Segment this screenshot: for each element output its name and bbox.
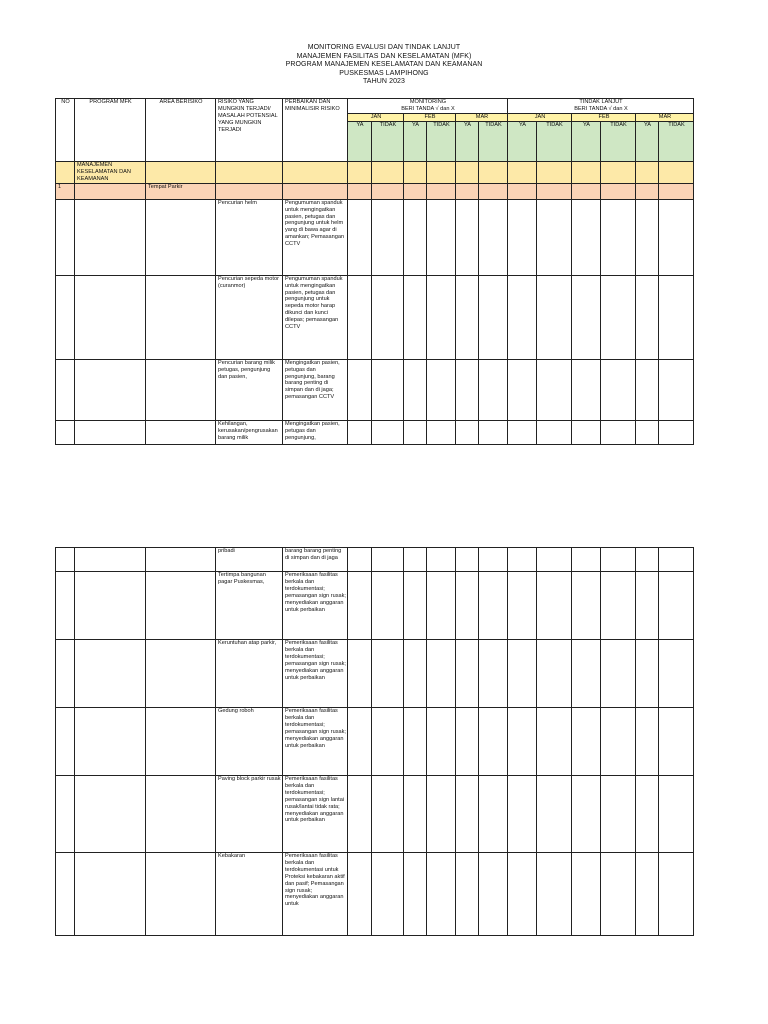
area-cell bbox=[456, 183, 479, 199]
month-tindak-jan: JAN bbox=[508, 113, 572, 121]
area-cell bbox=[146, 640, 216, 708]
check-cell[interactable] bbox=[456, 548, 479, 572]
table-row bbox=[56, 199, 694, 275]
section-cell bbox=[146, 161, 216, 183]
no-cell bbox=[56, 275, 75, 359]
check-cell[interactable] bbox=[427, 776, 456, 853]
tidak-tindak-mar: TIDAK bbox=[659, 121, 694, 161]
check-cell[interactable] bbox=[508, 420, 537, 444]
monitoring-table-page-1 bbox=[55, 98, 694, 445]
area-cell bbox=[404, 183, 427, 199]
check-cell[interactable] bbox=[348, 420, 372, 444]
check-cell[interactable] bbox=[404, 776, 427, 853]
check-cell[interactable] bbox=[427, 640, 456, 708]
tidak-monitoring-mar: TIDAK bbox=[479, 121, 508, 161]
check-cell[interactable] bbox=[456, 708, 479, 776]
check-cell[interactable] bbox=[404, 199, 427, 275]
check-cell[interactable] bbox=[508, 359, 537, 420]
check-cell[interactable] bbox=[537, 359, 572, 420]
check-cell[interactable] bbox=[348, 776, 372, 853]
check-cell[interactable] bbox=[601, 640, 636, 708]
no-cell bbox=[56, 420, 75, 444]
check-cell[interactable] bbox=[479, 640, 508, 708]
table-row bbox=[56, 572, 694, 640]
check-cell[interactable] bbox=[659, 199, 694, 275]
check-cell[interactable] bbox=[479, 776, 508, 853]
check-cell[interactable] bbox=[572, 199, 601, 275]
risk-cell: Paving block parkir rusak bbox=[216, 776, 283, 853]
check-cell[interactable] bbox=[427, 708, 456, 776]
ya-tindak-mar: YA bbox=[636, 121, 659, 161]
check-cell[interactable] bbox=[404, 572, 427, 640]
check-cell[interactable] bbox=[572, 640, 601, 708]
check-cell[interactable] bbox=[508, 275, 537, 359]
check-cell[interactable] bbox=[659, 776, 694, 853]
section-cell bbox=[508, 161, 537, 183]
check-cell[interactable] bbox=[427, 420, 456, 444]
mitigation-cell: Pengumuman spanduk untuk mengingatkan pasien, petugas dan pengunjung untuk helm yang di bawa agar di amankan; Pemasangan CCTV bbox=[283, 199, 348, 275]
check-cell[interactable] bbox=[479, 199, 508, 275]
check-cell[interactable] bbox=[372, 853, 404, 936]
check-cell[interactable] bbox=[456, 853, 479, 936]
section-cell bbox=[456, 161, 479, 183]
check-cell[interactable] bbox=[479, 572, 508, 640]
section-cell bbox=[348, 161, 372, 183]
check-cell[interactable] bbox=[456, 572, 479, 640]
program-cell bbox=[75, 640, 146, 708]
risk-cell: pribadi bbox=[216, 548, 283, 572]
area-cell bbox=[372, 183, 404, 199]
check-cell[interactable] bbox=[537, 640, 572, 708]
check-cell[interactable] bbox=[479, 359, 508, 420]
check-cell[interactable] bbox=[537, 275, 572, 359]
check-cell[interactable] bbox=[372, 359, 404, 420]
check-cell[interactable] bbox=[508, 776, 537, 853]
tidak-tindak-feb: TIDAK bbox=[601, 121, 636, 161]
check-cell[interactable] bbox=[572, 548, 601, 572]
risk-cell: Pencurian sepeda motor (curanmor) bbox=[216, 275, 283, 359]
table-row bbox=[56, 640, 694, 708]
check-cell[interactable] bbox=[572, 853, 601, 936]
check-cell[interactable] bbox=[427, 548, 456, 572]
check-cell[interactable] bbox=[659, 359, 694, 420]
table-row bbox=[56, 275, 694, 359]
check-cell[interactable] bbox=[372, 548, 404, 572]
check-cell[interactable] bbox=[456, 420, 479, 444]
area-cell bbox=[537, 183, 572, 199]
area-cell bbox=[348, 183, 372, 199]
check-cell[interactable] bbox=[572, 776, 601, 853]
check-cell[interactable] bbox=[348, 572, 372, 640]
check-cell[interactable] bbox=[372, 708, 404, 776]
area-cell bbox=[636, 183, 659, 199]
check-cell[interactable] bbox=[636, 640, 659, 708]
section-program-empty bbox=[75, 183, 146, 199]
check-cell[interactable] bbox=[508, 572, 537, 640]
check-cell[interactable] bbox=[636, 572, 659, 640]
area-cell bbox=[479, 183, 508, 199]
check-cell[interactable] bbox=[456, 776, 479, 853]
check-cell[interactable] bbox=[348, 199, 372, 275]
check-cell[interactable] bbox=[601, 548, 636, 572]
mitigation-cell: Mengingatkan pasien, petugas dan pengunjung, barang barang penting di simpan dan di jaga; pemasangan CCTV bbox=[283, 359, 348, 420]
program-cell bbox=[75, 420, 146, 444]
check-cell[interactable] bbox=[456, 199, 479, 275]
check-cell[interactable] bbox=[372, 776, 404, 853]
check-cell[interactable] bbox=[601, 572, 636, 640]
check-cell[interactable] bbox=[479, 420, 508, 444]
header-program: PROGRAM MFK bbox=[75, 99, 146, 162]
check-cell[interactable] bbox=[508, 853, 537, 936]
check-cell[interactable] bbox=[348, 640, 372, 708]
table-row bbox=[56, 548, 694, 572]
check-cell[interactable] bbox=[348, 548, 372, 572]
tidak-monitoring-jan: TIDAK bbox=[372, 121, 404, 161]
risk-cell: Pencurian helm bbox=[216, 199, 283, 275]
check-cell[interactable] bbox=[427, 359, 456, 420]
section-cell bbox=[216, 161, 283, 183]
mitigation-cell: Pemeriksaan fasilitas berkala dan terdokumentasi; pemasangan sign lantai rusak/lantai tidak rata; menyediakan anggaran untuk perbaikan bbox=[283, 776, 348, 853]
check-cell[interactable] bbox=[537, 548, 572, 572]
section-no: 1 bbox=[56, 183, 75, 199]
header-tindak-lanjut bbox=[508, 99, 694, 114]
section-cell bbox=[404, 161, 427, 183]
check-cell[interactable] bbox=[479, 275, 508, 359]
area-cell bbox=[146, 572, 216, 640]
program-cell bbox=[75, 776, 146, 853]
header-perbaikan: PERBAIKAN DAN MINIMALISIR RISIKO bbox=[283, 99, 348, 162]
monitoring-sub-label: BERI TANDA √ dan X bbox=[401, 105, 455, 112]
check-cell[interactable] bbox=[404, 420, 427, 444]
check-cell[interactable] bbox=[456, 275, 479, 359]
area-cell bbox=[146, 359, 216, 420]
program-cell bbox=[75, 853, 146, 936]
area-cell bbox=[146, 853, 216, 936]
area-cell bbox=[601, 183, 636, 199]
check-cell[interactable] bbox=[601, 359, 636, 420]
check-cell[interactable] bbox=[659, 420, 694, 444]
check-cell[interactable] bbox=[348, 359, 372, 420]
area-cell bbox=[659, 183, 694, 199]
check-cell[interactable] bbox=[601, 420, 636, 444]
check-cell[interactable] bbox=[636, 420, 659, 444]
header-no: NO bbox=[56, 99, 75, 162]
table-row bbox=[56, 708, 694, 776]
check-cell[interactable] bbox=[372, 275, 404, 359]
check-cell[interactable] bbox=[636, 708, 659, 776]
ya-monitoring-feb: YA bbox=[404, 121, 427, 161]
title-line-5: TAHUN 2023 bbox=[362, 78, 406, 86]
check-cell[interactable] bbox=[404, 275, 427, 359]
check-cell[interactable] bbox=[479, 853, 508, 936]
month-tindak-feb: FEB bbox=[572, 113, 636, 121]
area-cell bbox=[216, 183, 283, 199]
area-cell bbox=[146, 548, 216, 572]
month-monitoring-feb: FEB bbox=[404, 113, 456, 121]
risk-cell: Kebakaran bbox=[216, 853, 283, 936]
check-cell[interactable] bbox=[456, 640, 479, 708]
check-cell[interactable] bbox=[537, 853, 572, 936]
check-cell[interactable] bbox=[537, 776, 572, 853]
check-cell[interactable] bbox=[659, 548, 694, 572]
check-cell[interactable] bbox=[537, 572, 572, 640]
mitigation-cell: Pemeriksaan fasilitas berkala dan terdokumentasi; pemasangan sign rusak; menyediakan anggaran untuk perbaikan bbox=[283, 640, 348, 708]
no-cell bbox=[56, 199, 75, 275]
no-cell bbox=[56, 359, 75, 420]
risk-cell: Tertimpa bangunan pagar Puskesmas, bbox=[216, 572, 283, 640]
check-cell[interactable] bbox=[636, 199, 659, 275]
risk-cell: Keruntuhan atap parkir, bbox=[216, 640, 283, 708]
table-row bbox=[56, 853, 694, 936]
check-cell[interactable] bbox=[404, 708, 427, 776]
check-cell[interactable] bbox=[427, 853, 456, 936]
check-cell[interactable] bbox=[636, 853, 659, 936]
section-cell bbox=[572, 161, 601, 183]
check-cell[interactable] bbox=[508, 640, 537, 708]
risk-cell: Gedung roboh bbox=[216, 708, 283, 776]
mitigation-cell: Pengumuman spanduk untuk mengingatkan pasien, petugas dan pengunjung untuk sepeda motor harap dikunci dan kunci dilepas; pemasangan CCTV bbox=[283, 275, 348, 359]
check-cell[interactable] bbox=[659, 572, 694, 640]
title-line-1: MONITORING EVALUSI DAN TINDAK LANJUT bbox=[307, 44, 461, 51]
tidak-tindak-jan: TIDAK bbox=[537, 121, 572, 161]
check-cell[interactable] bbox=[372, 420, 404, 444]
monitoring-table-page-2 bbox=[55, 547, 694, 936]
check-cell[interactable] bbox=[456, 359, 479, 420]
header-area: AREA BERISIKO bbox=[146, 99, 216, 162]
check-cell[interactable] bbox=[572, 275, 601, 359]
check-cell[interactable] bbox=[659, 640, 694, 708]
check-cell[interactable] bbox=[372, 199, 404, 275]
ya-tindak-feb: YA bbox=[572, 121, 601, 161]
program-cell bbox=[75, 572, 146, 640]
check-cell[interactable] bbox=[636, 275, 659, 359]
month-monitoring-jan: JAN bbox=[348, 113, 404, 121]
no-cell bbox=[56, 776, 75, 853]
check-cell[interactable] bbox=[404, 640, 427, 708]
check-cell[interactable] bbox=[601, 199, 636, 275]
area-cell bbox=[427, 183, 456, 199]
no-cell bbox=[56, 853, 75, 936]
table-row bbox=[56, 359, 694, 420]
table-row bbox=[56, 420, 694, 444]
no-cell bbox=[56, 548, 75, 572]
section-cell bbox=[372, 161, 404, 183]
check-cell[interactable] bbox=[601, 275, 636, 359]
tindak-lanjut-sub-label: BERI TANDA √ dan X bbox=[574, 105, 628, 112]
title-line-3: PROGRAM MANAJEMEN KESELAMATAN DAN KEAMANAN bbox=[285, 61, 483, 69]
check-cell[interactable] bbox=[636, 548, 659, 572]
header-risiko: RISIKO YANG MUNGKIN TERJADI/ MASALAH POTENSIAL YANG MUNGKIN TERJADI bbox=[216, 99, 283, 162]
no-cell bbox=[56, 572, 75, 640]
section-cell bbox=[636, 161, 659, 183]
title-line-4: PUSKESMAS LAMPIHONG bbox=[339, 69, 429, 77]
check-cell[interactable] bbox=[508, 548, 537, 572]
check-cell[interactable] bbox=[636, 359, 659, 420]
area-cell bbox=[146, 275, 216, 359]
section-cell bbox=[479, 161, 508, 183]
risk-cell: Kehilangan, kerusakan/pengrusakan barang milik bbox=[216, 420, 283, 444]
header-monitoring bbox=[348, 99, 508, 114]
check-cell[interactable] bbox=[659, 853, 694, 936]
check-cell[interactable] bbox=[659, 275, 694, 359]
no-cell bbox=[56, 640, 75, 708]
area-cell bbox=[146, 708, 216, 776]
check-cell[interactable] bbox=[537, 708, 572, 776]
check-cell[interactable] bbox=[372, 572, 404, 640]
check-cell[interactable] bbox=[572, 420, 601, 444]
document-title bbox=[0, 44, 768, 87]
check-cell[interactable] bbox=[404, 548, 427, 572]
area-cell bbox=[146, 420, 216, 444]
check-cell[interactable] bbox=[659, 708, 694, 776]
section-area: Tempat Parkir bbox=[146, 183, 216, 199]
check-cell[interactable] bbox=[479, 548, 508, 572]
check-cell[interactable] bbox=[348, 853, 372, 936]
check-cell[interactable] bbox=[572, 708, 601, 776]
ya-monitoring-mar: YA bbox=[456, 121, 479, 161]
check-cell[interactable] bbox=[636, 776, 659, 853]
mitigation-cell: Pemeriksaan fasilitas berkala dan terdokumentasi; pemasangan sign rusak; menyediakan anggaran untuk perbaikan bbox=[283, 708, 348, 776]
program-cell bbox=[75, 708, 146, 776]
mitigation-cell: Pemeriksaan fasilitas berkala dan terdokumentasi; pemasangan sign rusak; menyediakan anggaran untuk perbaikan bbox=[283, 572, 348, 640]
area-cell bbox=[283, 183, 348, 199]
check-cell[interactable] bbox=[404, 853, 427, 936]
ya-tindak-jan: YA bbox=[508, 121, 537, 161]
mitigation-cell: Mengingatkan pasien, petugas dan pengunjung, bbox=[283, 420, 348, 444]
check-cell[interactable] bbox=[479, 708, 508, 776]
mitigation-cell: barang barang penting di simpan dan di jaga bbox=[283, 548, 348, 572]
table-row bbox=[56, 776, 694, 853]
section-cell bbox=[283, 161, 348, 183]
check-cell[interactable] bbox=[508, 199, 537, 275]
check-cell[interactable] bbox=[537, 199, 572, 275]
check-cell[interactable] bbox=[427, 572, 456, 640]
month-tindak-mar: MAR bbox=[636, 113, 694, 121]
section-program: MANAJEMEN KESELAMATAN DAN KEAMANAN bbox=[75, 161, 146, 183]
check-cell[interactable] bbox=[601, 776, 636, 853]
check-cell[interactable] bbox=[404, 359, 427, 420]
title-line-2: MANAJEMEN FASILITAS DAN KESELAMATAN (MFK) bbox=[296, 52, 472, 60]
tidak-monitoring-feb: TIDAK bbox=[427, 121, 456, 161]
month-monitoring-mar: MAR bbox=[456, 113, 508, 121]
tindak-lanjut-label: TINDAK LANJUT bbox=[579, 99, 623, 105]
check-cell[interactable] bbox=[508, 708, 537, 776]
mitigation-cell: Pemeriksaan fasilitas berkala dan terdokumentasi untuk Proteksi kebakaran aktif dan pasif; Pemasangan sign rusak; menyediakan anggaran untuk bbox=[283, 853, 348, 936]
section-cell bbox=[427, 161, 456, 183]
area-cell bbox=[572, 183, 601, 199]
section-no-empty bbox=[56, 161, 75, 183]
monitoring-label: MONITORING bbox=[409, 99, 447, 105]
program-cell bbox=[75, 275, 146, 359]
area-cell bbox=[146, 776, 216, 853]
area-cell bbox=[508, 183, 537, 199]
check-cell[interactable] bbox=[601, 708, 636, 776]
check-cell[interactable] bbox=[601, 853, 636, 936]
section-cell bbox=[659, 161, 694, 183]
ya-monitoring-jan: YA bbox=[348, 121, 372, 161]
check-cell[interactable] bbox=[537, 420, 572, 444]
area-cell bbox=[146, 199, 216, 275]
check-cell[interactable] bbox=[348, 275, 372, 359]
check-cell[interactable] bbox=[372, 640, 404, 708]
program-cell bbox=[75, 359, 146, 420]
no-cell bbox=[56, 708, 75, 776]
program-cell bbox=[75, 548, 146, 572]
check-cell[interactable] bbox=[427, 199, 456, 275]
section-cell bbox=[537, 161, 572, 183]
check-cell[interactable] bbox=[427, 275, 456, 359]
check-cell[interactable] bbox=[572, 572, 601, 640]
check-cell[interactable] bbox=[348, 708, 372, 776]
section-cell bbox=[601, 161, 636, 183]
risk-cell: Pencurian barang milik petugas, pengunjung dan pasien, bbox=[216, 359, 283, 420]
check-cell[interactable] bbox=[572, 359, 601, 420]
program-cell bbox=[75, 199, 146, 275]
